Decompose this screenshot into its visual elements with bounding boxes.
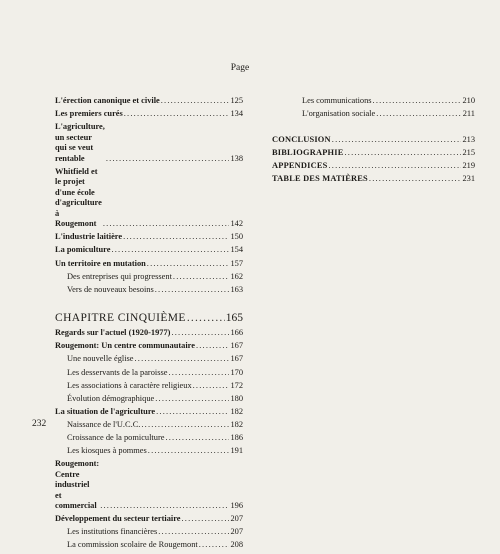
toc-entry-title: Whitfield et le projet d'une école d'agriculture à Rougemont [55,166,102,229]
toc-entry [55,232,243,243]
toc-entry-title: Les institutions financières [67,527,158,537]
toc-entry-page: 182 [230,406,243,416]
toc-entry [272,96,475,107]
dot-leader [141,420,229,431]
toc-entry-page: 167 [230,341,243,351]
toc-entry [55,420,243,431]
toc-entry-title: La pomiculture [55,245,111,255]
dot-leader [199,540,230,551]
toc-entry-page: 163 [230,284,243,294]
toc-entry [55,285,243,296]
toc-entry [55,122,243,164]
toc-entry-title: Les communications [302,96,372,105]
toc-entry [55,433,243,444]
dot-leader [329,161,462,172]
toc-entry [55,341,243,352]
toc-entry [55,381,243,392]
toc-entry-title: Évolution démographique [67,393,155,403]
toc-entry-title: La commission scolaire de Rougemont [67,540,198,550]
toc-entry [55,394,243,405]
dot-leader [155,285,230,296]
toc-entry-page: 162 [230,271,243,281]
toc-entry-title: Des entreprises qui progressent [67,271,172,281]
toc-entry-page: 207 [230,527,243,537]
dot-leader [332,135,462,146]
toc-entry [55,368,243,379]
toc-left-column [55,96,243,554]
toc-entry [55,272,243,283]
dot-leader [168,368,229,379]
toc-entry-page: 157 [230,258,243,268]
toc-entry-title: Naissance de l'U.C.C. [67,419,141,429]
toc-entry [55,354,243,365]
toc-entry [55,527,243,538]
dot-leader [182,514,230,525]
toc-entry [272,174,475,185]
toc-entry-page: 186 [230,433,243,442]
toc-entry-title: Les associations à caractère religieux [67,380,192,390]
dot-leader [103,219,230,230]
toc-entry [55,312,243,325]
dot-leader [376,109,462,120]
toc-entry-page: 191 [230,446,243,456]
dot-leader [165,433,229,444]
toc-entry-page: 150 [230,232,243,242]
toc-entry [272,135,475,146]
toc-entry-page: 208 [230,540,243,550]
dot-leader [158,527,229,538]
toc-right-column [272,96,475,187]
toc-entry-page: 125 [230,96,243,105]
dot-leader [173,272,230,283]
dot-leader [187,312,225,325]
toc-entry [55,245,243,256]
toc-entry-title: BIBLIOGRAPHIE [272,147,344,157]
toc-entry [55,407,243,418]
toc-entry-page: 165 [225,312,243,325]
dot-leader [344,148,461,159]
toc-entry-title: Croissance de la pomiculture [67,433,165,442]
dot-leader [123,232,229,243]
toc-entry-title: Les premiers curés [55,109,123,119]
toc-entry-page: 215 [462,147,475,157]
dot-leader [155,394,229,405]
toc-entry [55,446,243,457]
toc-entry-title: L'organisation sociale [302,109,376,119]
toc-entry [55,514,243,525]
dot-leader [135,354,230,365]
toc-entry-page: 231 [462,173,475,183]
dot-leader [106,154,230,165]
toc-entry-page: 180 [230,393,243,403]
toc-entry [272,109,475,120]
dot-leader [369,174,462,185]
dot-leader [100,501,229,512]
toc-entry-title: CHAPITRE CINQUIÈME [55,312,186,325]
toc-entry-page: 207 [230,514,243,524]
dot-leader [147,259,230,270]
dot-leader [156,407,229,418]
toc-entry [55,540,243,551]
toc-entry-title: Rougemont: Centre industriel et commercial [55,459,100,511]
dot-leader [171,328,229,339]
toc-entry [55,459,243,512]
toc-entry-title: Les desservants de la paroisse [67,367,168,377]
toc-entry-page: 210 [462,96,475,105]
dot-leader [124,109,230,120]
toc-entry-page: 172 [230,380,243,390]
toc-entry [272,161,475,172]
toc-entry [55,109,243,120]
toc-entry [272,148,475,159]
toc-entry-title: La situation de l'agriculture [55,406,156,416]
toc-entry-title: L'érection canonique et civile [55,96,160,105]
toc-entry-title: Une nouvelle église [67,354,134,364]
toc-entry-page: 219 [462,160,475,170]
toc-entry-page: 138 [230,153,243,163]
toc-entry [55,96,243,107]
toc-entry-page: 182 [230,419,243,429]
toc-entry-page: 134 [230,109,243,119]
toc-entry-title: L'industrie laitière [55,232,123,242]
toc-entry-page: 170 [230,367,243,377]
dot-leader [196,341,229,352]
dot-leader [111,245,229,256]
page-header-label: Page [230,63,250,73]
dot-leader [193,381,230,392]
toc-entry [55,328,243,339]
toc-entry-title: CONCLUSION [272,134,331,144]
toc-entry-page: 166 [230,328,243,338]
page-number: 232 [32,419,47,429]
dot-leader [148,446,230,457]
toc-entry-title: Vers de nouveaux besoins [67,284,154,294]
toc-entry-title: Rougemont: Un centre communautaire [55,341,195,351]
toc-entry-title: TABLE DES MATIÈRES [272,173,368,183]
toc-entry-page: 196 [230,501,243,511]
toc-entry-page: 154 [230,245,243,255]
toc-entry-title: Regards sur l'actuel (1920-1977) [55,328,171,338]
dot-leader [373,96,462,107]
toc-entry-title: Développement du secteur tertiaire [55,514,181,524]
dot-leader [161,96,230,107]
toc-entry-page: 213 [462,134,475,144]
toc-entry-title: L'agriculture, un secteur qui se veut rentable [55,122,105,163]
toc-entry [55,259,243,270]
toc-entry-page: 211 [462,109,475,119]
toc-entry-title: Les kiosques à pommes [67,446,147,456]
toc-entry [55,167,243,230]
toc-entry-title: APPENDICES [272,160,328,170]
toc-entry-page: 142 [230,219,243,229]
toc-entry-title: Un territoire en mutation [55,258,146,268]
toc-entry-page: 167 [230,354,243,364]
